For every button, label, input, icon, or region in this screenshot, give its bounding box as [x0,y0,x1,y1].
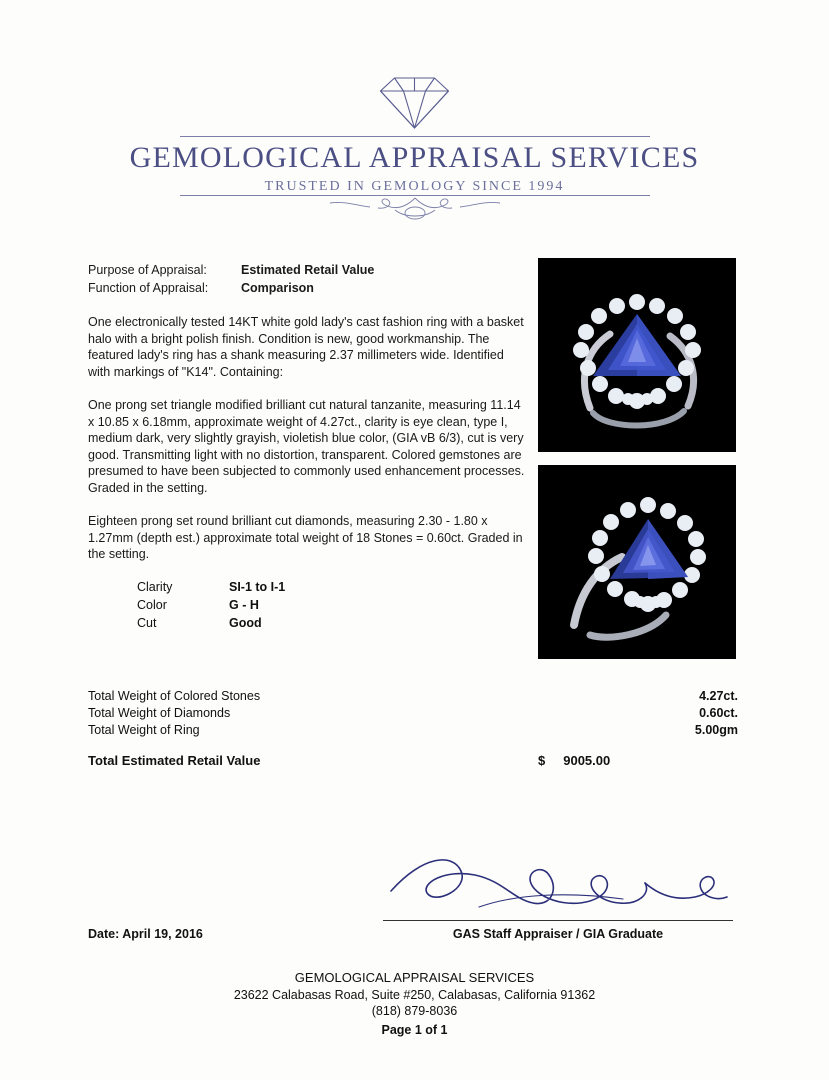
total-value: 5.00gm [694,723,738,737]
footer-address: 23622 Calabasas Road, Suite #250, Calabasas, California 91362 [233,987,596,1002]
grand-total-row [88,753,738,768]
brand-subtitle: TRUSTED IN GEMOLOGY SINCE 1994 [264,179,565,194]
diamond-icon [0,74,829,136]
spec-label: Clarity [137,580,173,594]
total-label: Total Weight of Ring [88,723,200,737]
appraisal-date: Date: April 19, 2016 [88,927,203,941]
total-row [88,722,738,738]
ring-photo-bottom [538,465,736,659]
totals-table [88,688,738,739]
total-row [88,705,738,721]
flourish-ornament [180,196,650,226]
purpose-value: Estimated Retail Value [241,263,375,277]
function-row [88,280,528,297]
grading-specs [137,578,285,632]
total-value: 0.60ct. [699,706,738,720]
spec-row [137,614,285,632]
currency-symbol: $ [538,753,546,768]
signature-mark [383,845,733,925]
purpose-label: Purpose of Appraisal: [88,263,207,277]
total-label: Total Weight of Diamonds [88,706,231,720]
ring-photo-top [538,258,736,452]
appraisal-body [88,262,528,563]
header-rule-bottom [180,195,650,226]
description-paragraph-1: One electronically tested 14KT white gold lady's cast fashion ring with a basket halo with a bright polish finish. Condition is new, good workmanship. The featured lady's ring has a shank measuring 2.37 millimeters wide. Identified with markings of "K14". Containing: [88,315,524,379]
grand-total-amount: 9005.00 [563,753,611,768]
spec-row [137,578,285,596]
spec-value: SI-1 to I-1 [229,580,286,594]
description-paragraph-3: Eighteen prong set round brilliant cut diamonds, measuring 2.30 - 1.80 x 1.27mm (depth est.) approximate total weight of 18 Stones = 0.60ct. Graded in the setting. [88,514,523,561]
spec-row [137,596,285,614]
header-rule-top [180,136,650,137]
purpose-row [88,262,528,279]
footer-company: GEMOLOGICAL APPRAISAL SERVICES [294,970,535,985]
spec-value: G - H [229,598,259,612]
spec-value: Good [229,616,262,630]
footer-page-number: Page 1 of 1 [381,1022,448,1037]
signature-line [383,920,733,921]
function-value: Comparison [241,280,314,295]
spec-label: Cut [137,616,157,630]
function-label: Function of Appraisal: [88,280,209,295]
footer-phone: (818) 879-8036 [371,1004,458,1018]
document-footer [0,970,829,1038]
brand-title: GEMOLOGICAL APPRAISAL SERVICES [129,141,700,174]
total-value: 4.27ct. [699,689,738,703]
signature-caption: GAS Staff Appraiser / GIA Graduate [452,927,664,941]
total-label: Total Weight of Colored Stones [88,689,261,703]
description-paragraph-2: One prong set triangle modified brilliant cut natural tanzanite, measuring 11.14 x 10.85 x 6.18mm, approximate weight of 4.27ct., clarity is eye clean, type I, medium dark, very slightly grayish, violetish blue color, (GIA vB 6/3), cut is very good. Transmitting light with no distortion, transparent. Colored gemstones are presumed to have been subjected to commonly used enhancement processes. Graded in the setting. [88,398,525,495]
document-header [0,74,829,226]
grand-total-label: Total Estimated Retail Value [88,753,261,768]
spec-label: Color [137,598,167,612]
total-row [88,688,738,704]
